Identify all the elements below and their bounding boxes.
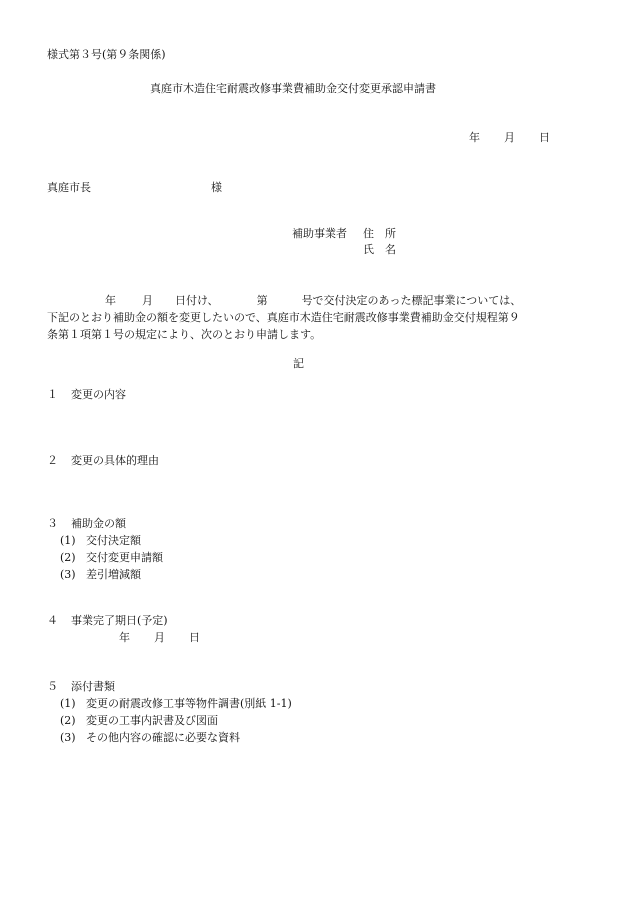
- applicant-name-row: [292, 242, 396, 258]
- addressee: [47, 180, 222, 196]
- applicant-label: 補助事業者: [292, 227, 347, 240]
- section-3-item-2-label: 交付変更申請額: [86, 551, 163, 564]
- date-day: 日: [539, 131, 550, 144]
- section-4-number: ４: [47, 614, 58, 627]
- section-3-item-1-label: 交付決定額: [86, 534, 141, 547]
- applicant-address-row: [292, 226, 396, 242]
- section-2: [47, 453, 159, 469]
- section-3-item-1-number: (1): [60, 534, 76, 547]
- section-4-label: 事業完了期日(予定): [71, 614, 168, 627]
- form-number: 様式第３号(第９条関係): [47, 48, 166, 61]
- name-label: 氏 名: [363, 242, 396, 256]
- application-date: [469, 130, 550, 146]
- section-3-item-3-label: 差引増減額: [86, 568, 141, 581]
- body-month: 月: [142, 294, 153, 307]
- section-3-number: ３: [47, 517, 58, 530]
- section-5-item: [60, 696, 292, 712]
- ki-marker: 記: [293, 357, 304, 370]
- section-5-label: 添付書類: [71, 680, 115, 693]
- section-3-item: [60, 533, 141, 549]
- section-3-item-3-number: (3): [60, 568, 76, 581]
- body-line-3: 条第１項第１号の規定により、次のとおり申請します。: [47, 328, 322, 341]
- body-line-2: 下記のとおり補助金の額を変更したいので、真庭市木造住宅耐震改修事業費補助金交付規程第９: [47, 311, 520, 324]
- applicant-block: [292, 226, 396, 258]
- section-5-item-2-number: (2): [60, 714, 76, 727]
- section-1-label: 変更の内容: [71, 388, 126, 401]
- body-dai: 第: [256, 294, 268, 307]
- body-text: [47, 292, 567, 343]
- section-4: [47, 613, 168, 629]
- body-rest: 号で交付決定のあった標記事業については、: [301, 294, 522, 307]
- section-3-item: [60, 550, 163, 566]
- completion-date: [119, 630, 200, 646]
- addressee-honorific: 様: [211, 181, 222, 194]
- address-label: 住 所: [363, 227, 396, 240]
- section-5-item-1-number: (1): [60, 697, 76, 710]
- section-1-number: １: [47, 388, 58, 401]
- section-5-item-3-label: その他内容の確認に必要な資料: [86, 731, 240, 744]
- section-1: [47, 387, 126, 403]
- section-5-item: [60, 713, 218, 729]
- section-5-item-3-number: (3): [60, 731, 76, 744]
- body-line-1: [47, 292, 567, 309]
- completion-day: 日: [189, 631, 200, 644]
- date-month: 月: [504, 131, 515, 144]
- addressee-name: 真庭市長: [47, 181, 91, 194]
- section-5-item-2-label: 変更の工事内訳書及び図面: [86, 714, 218, 727]
- section-5: [47, 679, 115, 695]
- body-year: 年: [105, 294, 116, 307]
- section-5-item: [60, 730, 240, 746]
- section-3-item-2-number: (2): [60, 551, 76, 564]
- section-5-item-1-label: 変更の耐震改修工事等物件調書(別紙 1-1): [86, 697, 292, 710]
- section-3-label: 補助金の額: [71, 517, 126, 530]
- section-2-label: 変更の具体的理由: [71, 454, 159, 467]
- body-dated: 日付け、: [175, 294, 219, 307]
- section-3: [47, 516, 126, 532]
- section-3-item: [60, 567, 141, 583]
- section-5-number: ５: [47, 680, 58, 693]
- document-title: 真庭市木造住宅耐震改修事業費補助金交付変更承認申請書: [150, 82, 436, 95]
- section-2-number: ２: [47, 454, 58, 467]
- date-year: 年: [469, 131, 480, 144]
- completion-year: 年: [119, 631, 130, 644]
- completion-month: 月: [154, 631, 165, 644]
